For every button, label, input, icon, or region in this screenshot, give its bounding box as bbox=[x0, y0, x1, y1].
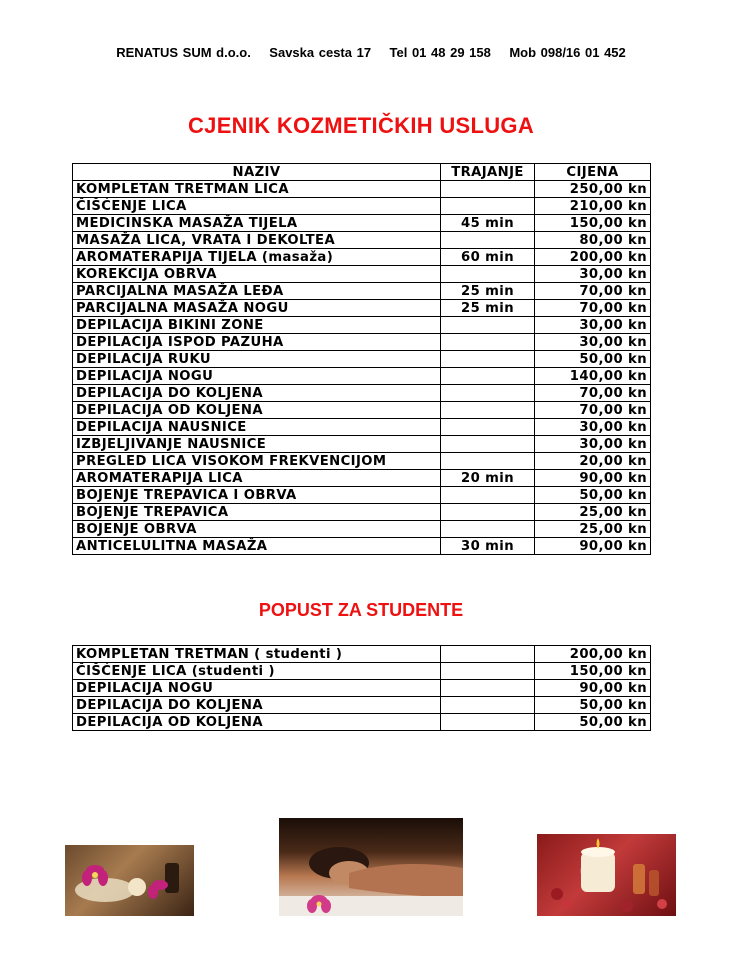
service-price: 70,00 kn bbox=[535, 283, 651, 300]
service-duration: 25 min bbox=[441, 283, 535, 300]
spa-orchid-photo bbox=[65, 845, 194, 916]
service-name: DEPILACIJA DO KOLJENA bbox=[73, 385, 441, 402]
table-row bbox=[73, 487, 651, 504]
column-header-trajanje: TRAJANJE bbox=[441, 164, 535, 181]
table-row bbox=[73, 215, 651, 232]
service-price: 90,00 kn bbox=[535, 538, 651, 555]
service-price: 30,00 kn bbox=[535, 334, 651, 351]
service-name: BOJENJE TREPAVICA I OBRVA bbox=[73, 487, 441, 504]
service-duration: 25 min bbox=[441, 300, 535, 317]
service-name: MASAŽA LICA, VRATA I DEKOLTEA bbox=[73, 232, 441, 249]
table-row bbox=[73, 538, 651, 555]
table-row bbox=[73, 351, 651, 368]
table-row bbox=[73, 334, 651, 351]
student-discount-title: POPUST ZA STUDENTE bbox=[258, 600, 464, 620]
service-price: 25,00 kn bbox=[535, 521, 651, 538]
service-price: 200,00 kn bbox=[535, 646, 651, 663]
service-name: DEPILACIJA NOGU bbox=[73, 680, 441, 697]
service-duration bbox=[441, 368, 535, 385]
service-price: 50,00 kn bbox=[535, 697, 651, 714]
service-price: 30,00 kn bbox=[535, 266, 651, 283]
service-duration bbox=[441, 351, 535, 368]
service-name: DEPILACIJA OD KOLJENA bbox=[73, 714, 441, 731]
table-row bbox=[73, 283, 651, 300]
service-duration bbox=[441, 504, 535, 521]
service-price: 250,00 kn bbox=[535, 181, 651, 198]
table-row bbox=[73, 181, 651, 198]
service-price: 50,00 kn bbox=[535, 351, 651, 368]
service-name: KOMPLETAN TRETMAN ( studenti ) bbox=[73, 646, 441, 663]
service-duration bbox=[441, 680, 535, 697]
price-table-body bbox=[73, 181, 651, 555]
service-name: DEPILACIJA NAUSNICE bbox=[73, 419, 441, 436]
table-row bbox=[73, 504, 651, 521]
service-duration bbox=[441, 453, 535, 470]
service-price: 70,00 kn bbox=[535, 385, 651, 402]
service-name: ČIŠĆENJE LICA bbox=[73, 198, 441, 215]
service-name: ANTICELULITNA MASAŽA bbox=[73, 538, 441, 555]
service-duration bbox=[441, 646, 535, 663]
company-tel: Tel 01 48 29 158 bbox=[389, 45, 491, 60]
table-row bbox=[73, 521, 651, 538]
service-name: BOJENJE OBRVA bbox=[73, 521, 441, 538]
table-row bbox=[73, 453, 651, 470]
service-name: PARCIJALNA MASAŽA LEĐA bbox=[73, 283, 441, 300]
service-name: ČIŠĆENJE LICA (studenti ) bbox=[73, 663, 441, 680]
service-name: DEPILACIJA NOGU bbox=[73, 368, 441, 385]
service-duration bbox=[441, 266, 535, 283]
table-header-row bbox=[73, 164, 651, 181]
company-mob: Mob 098/16 01 452 bbox=[509, 45, 626, 60]
table-row bbox=[73, 232, 651, 249]
service-price: 150,00 kn bbox=[535, 663, 651, 680]
service-price: 25,00 kn bbox=[535, 504, 651, 521]
service-price: 30,00 kn bbox=[535, 317, 651, 334]
service-duration bbox=[441, 181, 535, 198]
table-row bbox=[73, 300, 651, 317]
service-duration: 30 min bbox=[441, 538, 535, 555]
service-duration bbox=[441, 663, 535, 680]
service-duration bbox=[441, 419, 535, 436]
service-price: 70,00 kn bbox=[535, 402, 651, 419]
service-name: IZBJELJIVANJE NAUSNICE bbox=[73, 436, 441, 453]
service-duration bbox=[441, 232, 535, 249]
column-header-cijena: CIJENA bbox=[535, 164, 651, 181]
service-duration bbox=[441, 317, 535, 334]
table-row bbox=[73, 436, 651, 453]
table-row bbox=[73, 402, 651, 419]
table-row bbox=[73, 470, 651, 487]
table-row bbox=[73, 266, 651, 283]
page-title: CJENIK KOZMETIČKIH USLUGA bbox=[187, 113, 535, 138]
service-price: 30,00 kn bbox=[535, 419, 651, 436]
table-row bbox=[73, 317, 651, 334]
service-name: DEPILACIJA DO KOLJENA bbox=[73, 697, 441, 714]
company-address: Savska cesta 17 bbox=[269, 45, 372, 60]
service-price: 50,00 kn bbox=[535, 487, 651, 504]
service-duration bbox=[441, 385, 535, 402]
table-row bbox=[73, 385, 651, 402]
table-row bbox=[73, 419, 651, 436]
service-duration bbox=[441, 521, 535, 538]
candles-illustration bbox=[537, 834, 676, 916]
table-row bbox=[73, 663, 651, 680]
service-duration: 20 min bbox=[441, 470, 535, 487]
service-duration: 60 min bbox=[441, 249, 535, 266]
massage-illustration bbox=[279, 818, 463, 916]
service-name: DEPILACIJA BIKINI ZONE bbox=[73, 317, 441, 334]
service-duration bbox=[441, 487, 535, 504]
table-row bbox=[73, 697, 651, 714]
service-price: 140,00 kn bbox=[535, 368, 651, 385]
table-row bbox=[73, 368, 651, 385]
service-name: AROMATERAPIJA LICA bbox=[73, 470, 441, 487]
massage-photo bbox=[279, 818, 463, 916]
service-name: DEPILACIJA RUKU bbox=[73, 351, 441, 368]
service-name: DEPILACIJA ISPOD PAZUHA bbox=[73, 334, 441, 351]
service-duration bbox=[441, 714, 535, 731]
service-price: 150,00 kn bbox=[535, 215, 651, 232]
company-name: RENATUS SUM d.o.o. bbox=[116, 45, 251, 60]
service-name: AROMATERAPIJA TIJELA (masaža) bbox=[73, 249, 441, 266]
service-duration bbox=[441, 402, 535, 419]
service-name: KOREKCIJA OBRVA bbox=[73, 266, 441, 283]
service-name: DEPILACIJA OD KOLJENA bbox=[73, 402, 441, 419]
service-name: BOJENJE TREPAVICA bbox=[73, 504, 441, 521]
service-price: 50,00 kn bbox=[535, 714, 651, 731]
price-table bbox=[72, 163, 651, 555]
service-duration bbox=[441, 436, 535, 453]
company-header bbox=[0, 45, 742, 60]
service-name: PARCIJALNA MASAŽA NOGU bbox=[73, 300, 441, 317]
service-price: 20,00 kn bbox=[535, 453, 651, 470]
service-duration bbox=[441, 334, 535, 351]
service-price: 90,00 kn bbox=[535, 470, 651, 487]
service-name: KOMPLETAN TRETMAN LICA bbox=[73, 181, 441, 198]
service-price: 210,00 kn bbox=[535, 198, 651, 215]
student-table-body bbox=[73, 646, 651, 731]
service-duration: 45 min bbox=[441, 215, 535, 232]
column-header-naziv: NAZIV bbox=[73, 164, 441, 181]
service-name: MEDICINSKA MASAŽA TIJELA bbox=[73, 215, 441, 232]
service-price: 90,00 kn bbox=[535, 680, 651, 697]
table-row bbox=[73, 249, 651, 266]
service-duration bbox=[441, 198, 535, 215]
table-row bbox=[73, 646, 651, 663]
table-row bbox=[73, 714, 651, 731]
table-row bbox=[73, 680, 651, 697]
service-name: PREGLED LICA VISOKOM FREKVENCIJOM bbox=[73, 453, 441, 470]
service-price: 200,00 kn bbox=[535, 249, 651, 266]
student-price-table bbox=[72, 645, 651, 731]
spa-orchid-illustration bbox=[65, 845, 194, 916]
candles-petals-photo bbox=[537, 834, 676, 916]
service-price: 70,00 kn bbox=[535, 300, 651, 317]
service-price: 80,00 kn bbox=[535, 232, 651, 249]
service-price: 30,00 kn bbox=[535, 436, 651, 453]
service-duration bbox=[441, 697, 535, 714]
table-row bbox=[73, 198, 651, 215]
